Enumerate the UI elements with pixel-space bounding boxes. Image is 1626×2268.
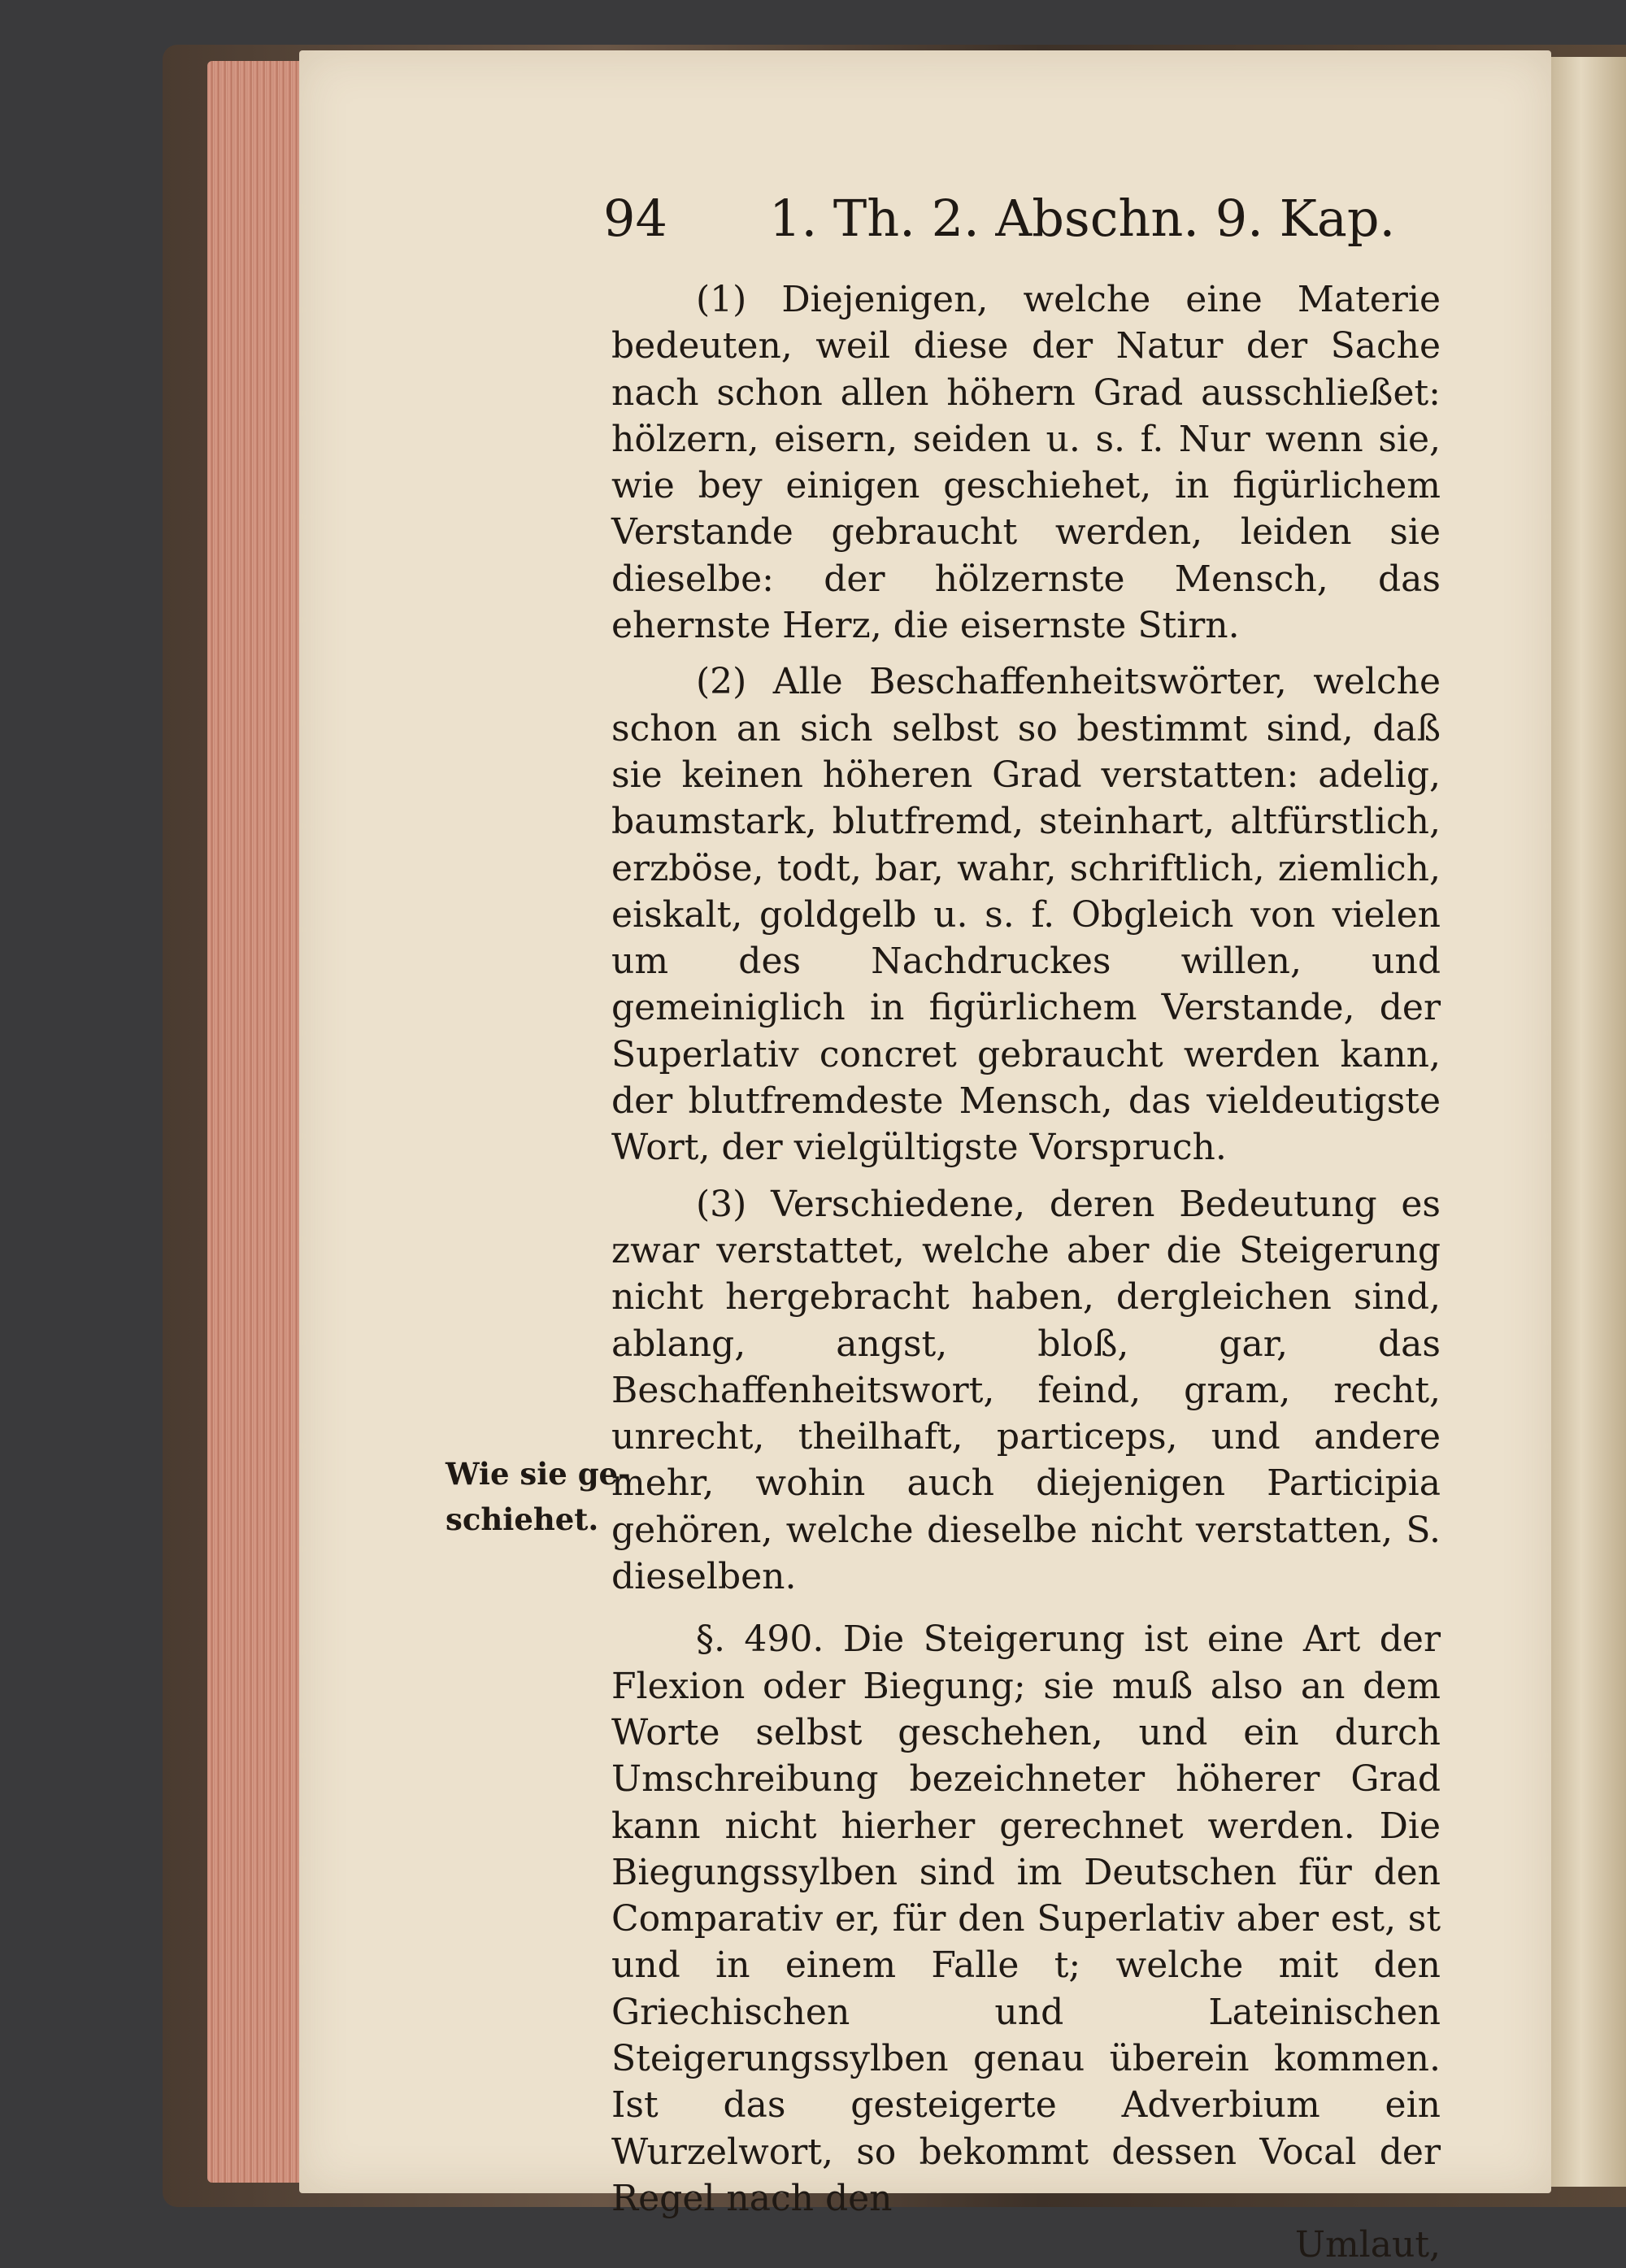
paragraph-1: (1) Diejenigen, welche eine Materie bedeuten, weil diese der Natur der Sache nach schon allen höhern Grad ausschließet: hölzern, eisern, seiden u. s. f. Nur wenn sie, wie bey einigen geschiehet, in figürlichem Verstande gebraucht werden, leiden sie dieselbe: der hölzernste Mensch, das ehernste Herz, die eisernste Stirn.	[611, 279, 1441, 647]
marginal-note	[446, 1451, 631, 1542]
page-edges	[207, 61, 305, 2183]
facing-page-edge	[1551, 57, 1626, 2187]
paragraph-2: (2) Alle Beschaffenheitswörter, welche schon an sich selbst so bestimmt sind, daß sie keinen höheren Grad verstatten: adelig, baumstark, blutfremd, steinhart, altfürstlich, erzböse, todt, bar, wahr, schriftlich, ziemlich, eiskalt, goldgelb u. s. f. Obgleich von vielen um des Nachdruckes willen, und gemeiniglich in figürlichem Verstande, der Superlativ concret gebraucht werden kann, der blutfremdeste Mensch, das vieldeutigste Wort, der vielgültigste Vorspruch.	[611, 661, 1441, 1169]
paragraph-3: (3) Verschiedene, deren Bedeutung es zwar verstattet, welche aber die Steigerung nicht hergebracht haben, dergleichen sind, ablang, angst, bloß, gar, das Beschaffenheitswort, feind, gram, recht, unrecht, theilhaft, particeps, und andere mehr, wohin auch diejenigen Participia gehören, welche dieselbe nicht verstatten, S. dieselben.	[611, 1183, 1441, 1598]
marginal-note-line: schiehet.	[446, 1501, 599, 1537]
body-text	[611, 276, 1441, 2268]
catchword: Umlaut,	[1294, 2224, 1441, 2266]
page-header	[603, 189, 1465, 248]
running-head: 1. Th. 2. Abschn. 9. Kap.	[769, 189, 1396, 248]
marginal-note-line: Wie sie ge-	[446, 1456, 631, 1492]
page-number: 94	[603, 189, 667, 248]
paragraph-section-490: §. 490. Die Steigerung ist eine Art der Flexion oder Biegung; sie muß also an dem Worte selbst geschehen, und ein durch Umschreibung bezeichneter höherer Grad kann nicht hierher gerechnet werden. Die Biegungssylben sind im Deutschen für den Comparativ er, für den Superlativ aber est, st und in einem Falle t; welche mit den Griechischen und Lateinischen Steigerungssylben genau überein kommen. Ist das gesteigerte Adverbium ein Wurzelwort, so bekommt dessen Vocal der Regel nach den	[611, 1618, 1441, 2219]
